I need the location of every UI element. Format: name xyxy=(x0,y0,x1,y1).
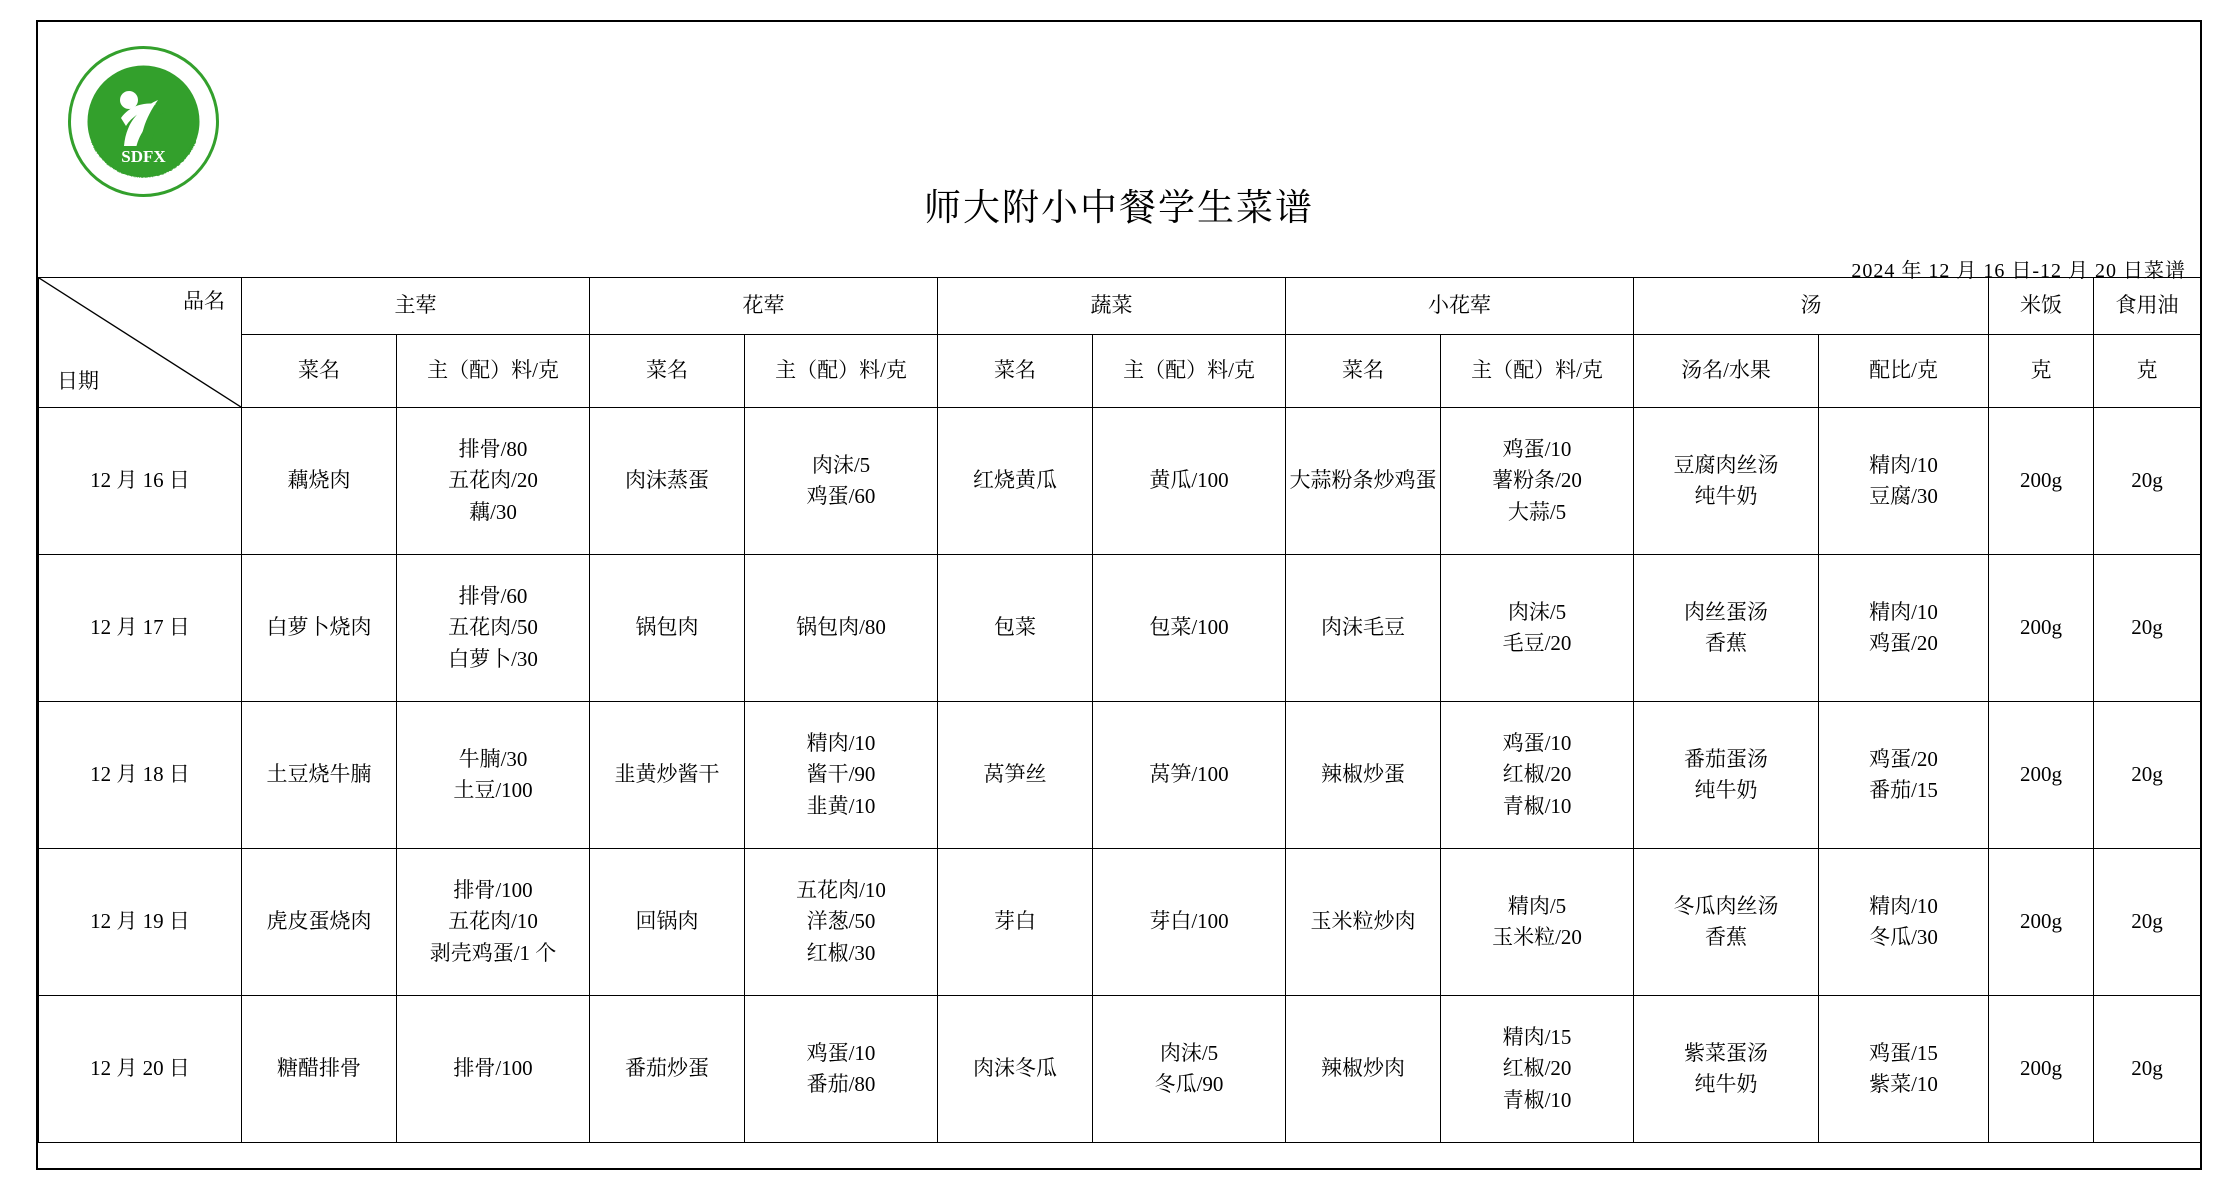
cell-semi-ingredients xyxy=(745,555,938,702)
cell-veg-ingredients xyxy=(1093,408,1286,555)
cell-soup-ratio xyxy=(1819,849,1989,996)
cell-main-ingredients-line: 牛腩/30 xyxy=(458,746,528,771)
svg-text:SDFX: SDFX xyxy=(121,147,166,166)
cell-oil: 20g xyxy=(2094,996,2201,1143)
cell-main-dish: 糖醋排骨 xyxy=(242,996,397,1143)
cell-semi-ingredients-line: 韭黄/10 xyxy=(806,793,876,818)
cell-semi-ingredients-line: 鸡蛋/60 xyxy=(806,484,876,508)
sub-header-semi-ingredients: 主（配）料/克 xyxy=(745,335,938,408)
cell-semi-ingredients-line: 鸡蛋/10 xyxy=(806,1040,876,1065)
cell-main-ingredients-line: 排骨/100 xyxy=(453,1056,533,1081)
cell-main-ingredients-line: 白萝卜/30 xyxy=(448,646,538,671)
group-header-soup: 汤 xyxy=(1634,278,1989,335)
table-corner-cell xyxy=(39,278,242,408)
cell-soup-name-line: 冬瓜肉丝汤 xyxy=(1673,893,1779,918)
cell-semi-dish: 番茄炒蛋 xyxy=(590,996,745,1143)
cell-small-dish: 辣椒炒肉 xyxy=(1286,996,1441,1143)
svg-text:THE AFFILIATED PRIMARY SCHOOL: THE AFFILIATED PRIMARY SCHOOL OF JXNU xyxy=(88,138,199,181)
sub-header-main-dish-name: 菜名 xyxy=(242,335,397,408)
sub-header-small-ingredients: 主（配）料/克 xyxy=(1441,335,1634,408)
cell-veg-ingredients-line: 莴笋/100 xyxy=(1149,762,1229,787)
cell-small-ingredients xyxy=(1441,408,1634,555)
cell-date: 12 月 20 日 xyxy=(39,996,242,1143)
cell-semi-ingredients-line: 酱干/90 xyxy=(806,762,876,787)
cell-small-dish: 玉米粒炒肉 xyxy=(1286,849,1441,996)
cell-semi-ingredients-line: 锅包肉/80 xyxy=(796,615,886,640)
cell-date: 12 月 18 日 xyxy=(39,702,242,849)
cell-semi-ingredients-line: 肉沫/5 xyxy=(811,452,871,477)
cell-main-ingredients-line: 土豆/100 xyxy=(453,778,533,802)
cell-main-ingredients-line: 排骨/80 xyxy=(458,437,528,462)
header-label-date: 日期 xyxy=(57,368,99,393)
cell-soup-ratio-line: 番茄/15 xyxy=(1869,778,1938,802)
cell-semi-ingredients-line: 精肉/10 xyxy=(806,731,876,756)
menu-table xyxy=(38,277,2201,1143)
cell-veg-ingredients-line: 冬瓜/90 xyxy=(1154,1072,1224,1096)
group-header-main-meat: 主荤 xyxy=(242,278,590,335)
cell-semi-ingredients-line: 番茄/80 xyxy=(806,1072,876,1096)
school-logo xyxy=(66,44,221,199)
cell-oil: 20g xyxy=(2094,555,2201,702)
cell-main-ingredients xyxy=(397,702,590,849)
menu-sheet xyxy=(36,20,2202,1170)
school-logo-icon xyxy=(66,44,221,199)
cell-soup-name-line: 豆腐肉丝汤 xyxy=(1673,452,1779,477)
cell-soup-name-line: 肉丝蛋汤 xyxy=(1684,599,1768,624)
cell-soup-name xyxy=(1634,408,1819,555)
cell-main-ingredients xyxy=(397,849,590,996)
cell-veg-ingredients-line: 肉沫/5 xyxy=(1159,1040,1219,1065)
cell-semi-dish: 韭黄炒酱干 xyxy=(590,702,745,849)
cell-semi-dish: 锅包肉 xyxy=(590,555,745,702)
cell-main-ingredients xyxy=(397,996,590,1143)
cell-soup-name-line: 香蕉 xyxy=(1705,631,1747,655)
group-header-rice: 米饭 xyxy=(1989,278,2094,335)
table-group-header-row xyxy=(39,278,2201,335)
cell-main-ingredients xyxy=(397,555,590,702)
cell-small-ingredients-line: 玉米粒/20 xyxy=(1492,925,1582,949)
cell-soup-ratio-line: 豆腐/30 xyxy=(1869,484,1938,508)
cell-semi-ingredients-line: 洋葱/50 xyxy=(806,909,876,934)
cell-soup-ratio-line: 精肉/10 xyxy=(1869,893,1938,918)
cell-soup-ratio-line: 紫菜/10 xyxy=(1869,1072,1938,1096)
cell-small-ingredients-line: 红椒/20 xyxy=(1502,762,1572,787)
cell-semi-ingredients xyxy=(745,996,938,1143)
cell-soup-name-line: 香蕉 xyxy=(1705,925,1747,949)
table-row xyxy=(39,849,2201,996)
cell-veg-dish: 芽白 xyxy=(938,849,1093,996)
cell-veg-ingredients xyxy=(1093,555,1286,702)
cell-rice: 200g xyxy=(1989,408,2094,555)
cell-small-ingredients-line: 大蒜/5 xyxy=(1507,499,1567,524)
page-title: 师大附小中餐学生菜谱 xyxy=(924,188,1314,229)
table-row xyxy=(39,408,2201,555)
cell-small-ingredients-line: 鸡蛋/10 xyxy=(1502,731,1572,756)
cell-small-ingredients xyxy=(1441,555,1634,702)
cell-veg-dish: 红烧黄瓜 xyxy=(938,408,1093,555)
cell-semi-ingredients-line: 五花肉/10 xyxy=(796,878,886,903)
cell-veg-dish: 肉沫冬瓜 xyxy=(938,996,1093,1143)
cell-small-ingredients-line: 毛豆/20 xyxy=(1502,631,1572,655)
cell-rice: 200g xyxy=(1989,849,2094,996)
cell-oil: 20g xyxy=(2094,408,2201,555)
cell-small-dish: 肉沫毛豆 xyxy=(1286,555,1441,702)
cell-main-ingredients-line: 剥壳鸡蛋/1 个 xyxy=(429,940,557,965)
cell-date: 12 月 16 日 xyxy=(39,408,242,555)
sub-header-soup-name: 汤名/水果 xyxy=(1634,335,1819,408)
cell-semi-ingredients xyxy=(745,702,938,849)
cell-small-ingredients-line: 薯粉条/20 xyxy=(1492,468,1582,493)
cell-rice: 200g xyxy=(1989,555,2094,702)
table-row xyxy=(39,702,2201,849)
cell-small-ingredients xyxy=(1441,849,1634,996)
cell-small-ingredients-line: 鸡蛋/10 xyxy=(1502,437,1572,462)
cell-main-dish: 藕烧肉 xyxy=(242,408,397,555)
cell-soup-ratio-line: 精肉/10 xyxy=(1869,452,1938,477)
cell-small-ingredients-line: 肉沫/5 xyxy=(1507,599,1567,624)
cell-main-dish: 土豆烧牛腩 xyxy=(242,702,397,849)
cell-date: 12 月 17 日 xyxy=(39,555,242,702)
sub-header-veg-ingredients: 主（配）料/克 xyxy=(1093,335,1286,408)
cell-soup-name xyxy=(1634,849,1819,996)
cell-veg-ingredients-line: 芽白/100 xyxy=(1149,909,1229,934)
cell-semi-dish: 肉沫蒸蛋 xyxy=(590,408,745,555)
cell-small-ingredients-line: 红椒/20 xyxy=(1502,1056,1572,1081)
cell-soup-name xyxy=(1634,555,1819,702)
cell-main-ingredients xyxy=(397,408,590,555)
cell-soup-ratio-line: 鸡蛋/20 xyxy=(1869,746,1938,771)
sub-header-small-dish-name: 菜名 xyxy=(1286,335,1441,408)
cell-soup-ratio xyxy=(1819,702,1989,849)
cell-small-ingredients-line: 青椒/10 xyxy=(1502,1087,1572,1112)
table-body xyxy=(39,408,2201,1143)
cell-soup-name-line: 纯牛奶 xyxy=(1694,1072,1758,1096)
cell-oil: 20g xyxy=(2094,849,2201,996)
cell-semi-ingredients xyxy=(745,849,938,996)
table-row xyxy=(39,555,2201,702)
cell-main-ingredients-line: 五花肉/50 xyxy=(448,615,538,640)
sub-header-rice-unit: 克 xyxy=(1989,335,2094,408)
cell-oil: 20g xyxy=(2094,702,2201,849)
menu-date-range: 2024 年 12 月 16 日-12 月 20 日菜谱 xyxy=(1851,260,2186,282)
cell-small-ingredients xyxy=(1441,996,1634,1143)
cell-veg-ingredients-line: 包菜/100 xyxy=(1149,615,1229,640)
cell-main-dish: 白萝卜烧肉 xyxy=(242,555,397,702)
cell-main-ingredients-line: 五花肉/20 xyxy=(448,468,538,493)
cell-soup-ratio-line: 鸡蛋/15 xyxy=(1869,1040,1938,1065)
cell-veg-dish: 包菜 xyxy=(938,555,1093,702)
table-row xyxy=(39,996,2201,1143)
cell-main-ingredients-line: 五花肉/10 xyxy=(448,909,538,934)
cell-soup-ratio-line: 鸡蛋/20 xyxy=(1869,631,1938,655)
cell-main-ingredients-line: 排骨/100 xyxy=(453,878,533,903)
cell-main-dish: 虎皮蛋烧肉 xyxy=(242,849,397,996)
group-header-vegetable: 蔬菜 xyxy=(938,278,1286,335)
cell-soup-name xyxy=(1634,996,1819,1143)
cell-date: 12 月 19 日 xyxy=(39,849,242,996)
cell-small-ingredients-line: 精肉/15 xyxy=(1502,1025,1572,1050)
cell-veg-ingredients-line: 黄瓜/100 xyxy=(1149,468,1229,493)
header-label-item: 品名 xyxy=(183,289,225,313)
cell-soup-ratio xyxy=(1819,996,1989,1143)
cell-soup-name-line: 纯牛奶 xyxy=(1694,778,1758,802)
cell-veg-ingredients xyxy=(1093,849,1286,996)
cell-soup-name-line: 纯牛奶 xyxy=(1694,484,1758,508)
group-header-semi-meat: 花荤 xyxy=(590,278,938,335)
cell-soup-ratio xyxy=(1819,408,1989,555)
cell-small-ingredients xyxy=(1441,702,1634,849)
cell-small-ingredients-line: 青椒/10 xyxy=(1502,793,1572,818)
cell-semi-ingredients xyxy=(745,408,938,555)
sub-header-semi-dish-name: 菜名 xyxy=(590,335,745,408)
group-header-small-meat: 小花荤 xyxy=(1286,278,1634,335)
document-header xyxy=(38,22,2200,282)
cell-soup-ratio-line: 精肉/10 xyxy=(1869,599,1938,624)
cell-soup-ratio-line: 冬瓜/30 xyxy=(1869,925,1938,949)
table-sub-header-row xyxy=(39,335,2201,408)
cell-small-ingredients-line: 精肉/5 xyxy=(1507,893,1567,918)
group-header-oil: 食用油 xyxy=(2094,278,2201,335)
cell-soup-ratio xyxy=(1819,555,1989,702)
cell-soup-name-line: 番茄蛋汤 xyxy=(1684,746,1768,771)
cell-main-ingredients-line: 排骨/60 xyxy=(458,584,528,609)
cell-veg-ingredients xyxy=(1093,996,1286,1143)
cell-small-dish: 辣椒炒蛋 xyxy=(1286,702,1441,849)
sub-header-oil-unit: 克 xyxy=(2094,335,2201,408)
cell-rice: 200g xyxy=(1989,702,2094,849)
cell-veg-dish: 莴笋丝 xyxy=(938,702,1093,849)
cell-small-dish: 大蒜粉条炒鸡蛋 xyxy=(1286,408,1441,555)
sub-header-soup-ratio: 配比/克 xyxy=(1819,335,1989,408)
cell-main-ingredients-line: 藕/30 xyxy=(469,499,517,524)
cell-soup-name-line: 紫菜蛋汤 xyxy=(1684,1040,1768,1065)
cell-semi-ingredients-line: 红椒/30 xyxy=(806,940,876,965)
sub-header-veg-dish-name: 菜名 xyxy=(938,335,1093,408)
cell-veg-ingredients xyxy=(1093,702,1286,849)
cell-semi-dish: 回锅肉 xyxy=(590,849,745,996)
cell-rice: 200g xyxy=(1989,996,2094,1143)
sub-header-main-ingredients: 主（配）料/克 xyxy=(397,335,590,408)
cell-soup-name xyxy=(1634,702,1819,849)
